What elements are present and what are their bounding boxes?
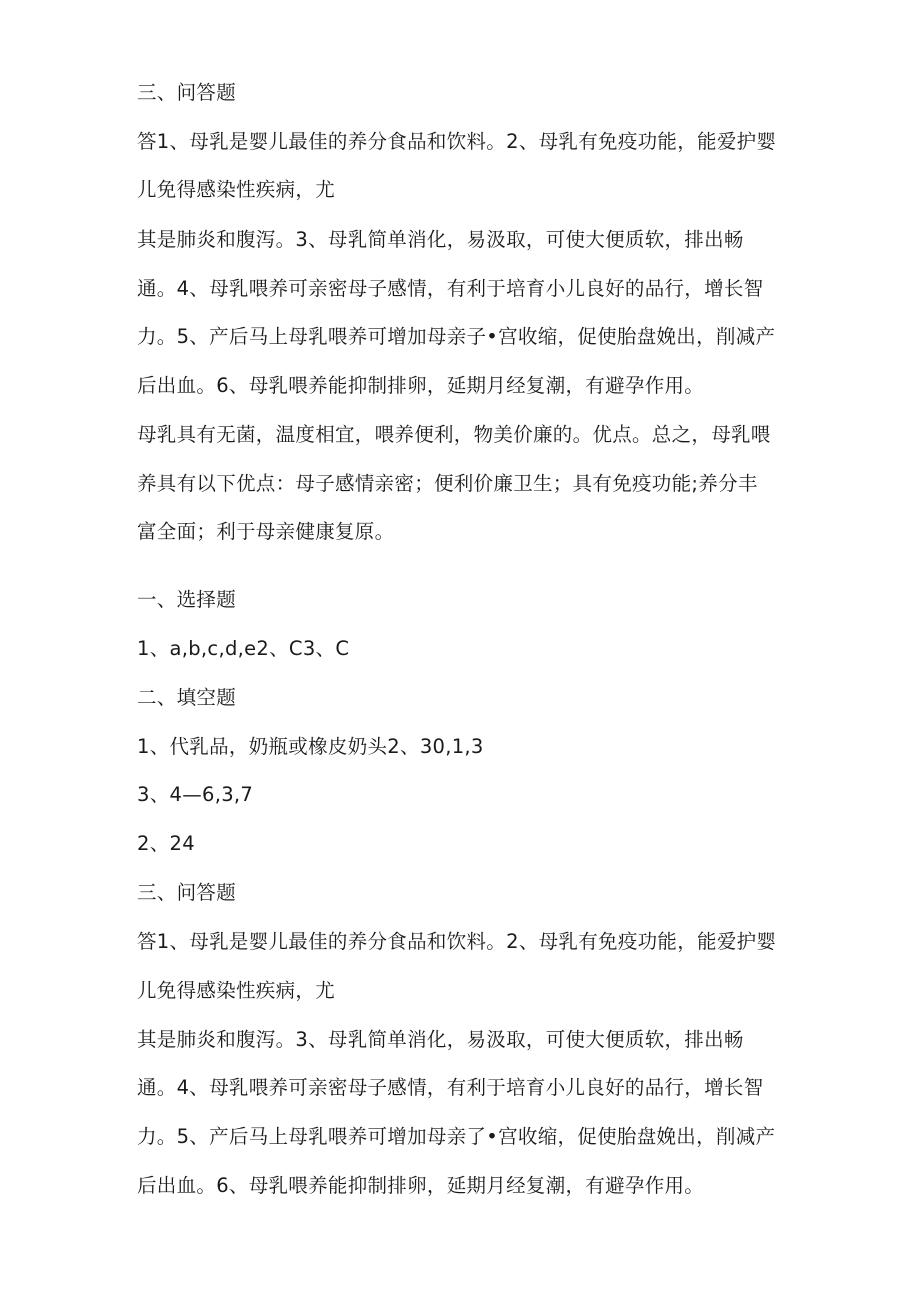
paragraph-line: 通。4、母乳喂养可亲密母子感情，有利于培育小儿良好的品行，增长智 (137, 1076, 764, 1099)
paragraph-line: 力。5、产后马上母乳喂养可增加母亲子•宫收缩，促使胎盘娩出，削减产 (137, 325, 776, 348)
paragraph-line: 母乳具有无菌，温度相宜，喂养便利，物美价廉的。优点。总之，母乳喂 (137, 423, 771, 446)
section-heading-fill: 二、填空题 (137, 686, 237, 709)
section-heading-qa: 三、问答题 (137, 881, 237, 904)
answer-line: 3、4—6,3,7 (137, 783, 254, 806)
paragraph-line: 答1、母乳是婴儿最佳的养分食品和饮料。2、母乳有免疫功能，能爱护婴 (137, 930, 777, 953)
answer-line: 1、代乳品，奶瓶或橡皮奶头2、30,1,3 (137, 735, 484, 758)
paragraph-line: 养具有以下优点：母子感情亲密；便利价廉卫生；具有免疫功能;养分丰 (137, 472, 758, 495)
paragraph-line: 力。5、产后马上母乳喂养可增加母亲了•宫收缩，促使胎盘娩出，削减产 (137, 1125, 776, 1148)
paragraph-line: 其是肺炎和腹泻。3、母乳简单消化，易汲取，可使大便质软，排出畅 (137, 1028, 744, 1051)
answer-line: 2、24 (137, 832, 195, 855)
paragraph-line: 其是肺炎和腹泻。3、母乳简单消化，易汲取，可使大便质软，排出畅 (137, 228, 744, 251)
paragraph-line: 儿免得感染性疾病，尤 (137, 979, 336, 1002)
paragraph-line: 答1、母乳是婴儿最佳的养分食品和饮料。2、母乳有免疫功能，能爱护婴 (137, 130, 777, 153)
paragraph-line: 通。4、母乳喂养可亲密母子感情，有利于培育小儿良好的品行，增长智 (137, 277, 764, 300)
paragraph-line: 后出血。6、母乳喂养能抑制排卵，延期月经复潮，有避孕作用。 (137, 374, 705, 397)
paragraph-line: 后出血。6、母乳喂养能抑制排卵，延期月经复潮，有避孕作用。 (137, 1174, 705, 1197)
paragraph-line: 儿免得感染性疾病，尤 (137, 178, 336, 201)
paragraph-line: 富全面；利于母亲健康复原。 (137, 520, 395, 543)
answer-line: 1、a,b,c,d,e2、C3、C (137, 637, 350, 660)
section-heading-qa: 三、问答题 (137, 81, 237, 104)
section-heading-choice: 一、选择题 (137, 588, 237, 611)
